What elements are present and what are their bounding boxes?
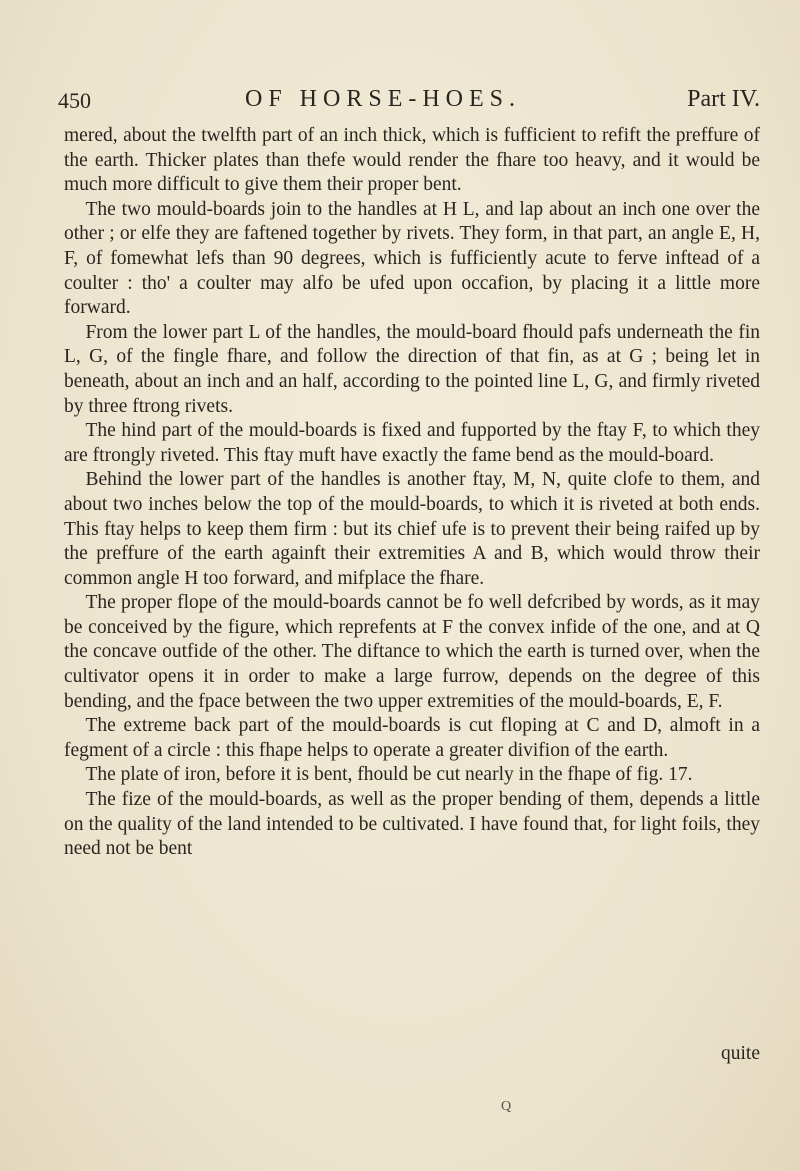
part-label: Part IV. bbox=[687, 86, 760, 112]
paragraph: The proper flope of the mould-boards cannot be fo well defcribed by words, as it may be conceived by the figure, which reprefents at F the convex infide of the one, and at Q the concave outfide of the other. The diftance to which the earth is turned over, when the cultivator opens it in order to make a large furrow, depends on the degree of this bending, and the fpace between the two upper extremities of the mould-boards, E, F. bbox=[64, 592, 760, 712]
paragraph: The fize of the mould-boards, as well as the proper bending of them, depends a little on the quality of the land intended to be cultivated. I have found that, for light foils, they need not be bent bbox=[64, 789, 760, 860]
paragraph: The hind part of the mould-boards is fixed and fupported by the ftay F, to which they are ftrongly riveted. This ftay muft have exactly the fame bend as the mould-board. bbox=[64, 420, 760, 466]
page-number: 450 bbox=[58, 88, 91, 113]
running-title: OF HORSE-HOES. bbox=[245, 86, 522, 112]
catchword: quite bbox=[721, 1043, 760, 1064]
signature-mark: Q bbox=[501, 1099, 512, 1114]
paragraph: mered, about the twelfth part of an inch thick, which is fufficient to refift the preffure of the earth. Thicker plates than thefe would render the fhare too heavy, and it would be much more difficult to give them their proper bent. bbox=[64, 125, 760, 196]
paragraph: Behind the lower part of the handles is another ftay, M, N, quite clofe to them, and about two inches below the top of the mould-boards, to which it is riveted at both ends. This ftay helps to keep them firm : but its chief ufe is to prevent their being raifed up by the preffure of the earth againft their extremities A and B, which would throw their common angle H too forward, and mifplace the fhare. bbox=[64, 469, 760, 589]
paragraph: From the lower part L of the handles, the mould-board fhould pafs underneath the fin L, G, of the fingle fhare, and follow the direction of that fin, as at G ; being let in beneath, about an inch and an half, according to the pointed line L, G, and firmly riveted by three ftrong rivets. bbox=[64, 321, 760, 417]
page-header bbox=[58, 86, 760, 120]
paragraph: The extreme back part of the mould-boards is cut floping at C and D, almoft in a fegment of a circle : this fhape helps to operate a greater divifion of the earth. bbox=[64, 715, 760, 761]
body-text bbox=[64, 124, 760, 862]
paragraph: The two mould-boards join to the handles at H L, and lap about an inch one over the other ; or elfe they are faftened together by rivets. They form, in that part, an angle E, H, F, of fomewhat lefs than 90 degrees, which is fufficiently acute to ferve inftead of a coulter : tho' a coulter may alfo be ufed upon occafion, by placing it a little more forward. bbox=[64, 198, 760, 319]
paragraph: The plate of iron, before it is bent, fhould be cut nearly in the fhape of fig. 17. bbox=[85, 764, 693, 786]
